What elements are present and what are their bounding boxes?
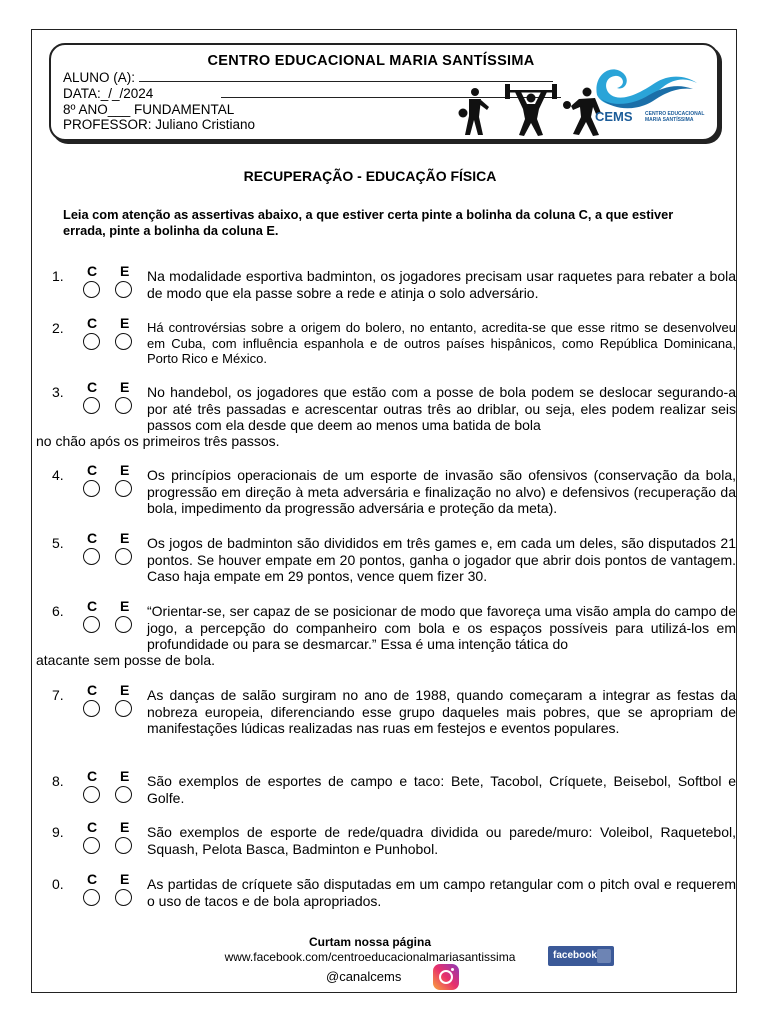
question-text: Os princípios operacionais de um esporte de invasão são ofensivos (conservação da bola, progressão em direção à meta adversária e finalização no alvo) e defensivos (recuperação da bola, impedimento da progressão adversária e proteção da meta). [147,467,736,516]
answer-bubble-e[interactable] [115,397,132,414]
question-text: No handebol, os jogadores que estão com a posse de bola podem se deslocar segurando-a por até três passadas e acrescentar outras três ao driblar, ou seja, eles podem realizar seis passos com ela desde que deem ao menos uma batida de bola [147,384,736,433]
answer-bubble-c[interactable] [83,700,100,717]
question-number: 3. [52,384,64,400]
question-text: Os jogos de badminton são divididos em três games e, em cada um deles, são disputados 21 pontos. Se houver empate em 20 pontos, ganha o jogador que abrir dois pontos de vantagem. Caso haja empate em 29 pontos, vence quem fizer 30. [147,535,736,584]
thumbs-up-icon [597,949,611,963]
question-text: Na modalidade esportiva badminton, os jogadores precisam usar raquetes para rebater a bola de modo que ela passe sobre a rede e atinja o solo adversário. [147,268,736,301]
question-text: São exemplos de esporte de rede/quadra dividida ou parede/muro: Voleibol, Raquetebol, Squash, Pelota Basca, Badminton e Punhobol. [147,824,736,857]
facebook-link[interactable]: www.facebook.com/centroeducacionalmariasantissima [224,950,516,964]
answer-bubble-e[interactable] [115,548,132,565]
question-text: Há controvérsias sobre a origem do bolero, no entanto, acredita-se que esse ritmo se desenvolveu em Cuba, com influência espanhola e de outros países hispânicos, como República Dominicana, Porto Rico e México. [147,320,736,366]
facebook-like-badge[interactable] [548,946,614,966]
answer-bubble-c[interactable] [83,333,100,350]
question-text-continuation: atacante sem posse de bola. [36,652,216,668]
column-e-label: E [120,871,130,887]
column-c-label: C [87,682,98,698]
answer-bubble-c[interactable] [83,786,100,803]
column-c-label: C [87,315,98,331]
column-e-label: E [120,598,130,614]
column-c-label: C [87,379,98,395]
column-c-label: C [87,598,98,614]
question-number: 1. [52,268,64,284]
instructions: Leia com atenção as assertivas abaixo, a que estiver certa pinte a bolinha da coluna C, a que estiver errada, pinte a bolinha da coluna E. [63,207,674,238]
professor-label: PROFESSOR: Juliano Cristiano [63,117,256,132]
column-c-label: C [87,462,98,478]
question-text: São exemplos de esportes de campo e taco: Bete, Tacobol, Críquete, Beisebol, Softbol e Golfe. [147,773,736,806]
question-number: 7. [52,687,64,703]
question-number: 8. [52,773,64,789]
answer-bubble-e[interactable] [115,616,132,633]
answer-bubble-c[interactable] [83,480,100,497]
question-number: 6. [52,603,64,619]
school-header [49,43,719,141]
instagram-icon[interactable] [433,964,459,990]
answer-bubble-c[interactable] [83,548,100,565]
sports-silhouettes-icon [455,83,607,139]
column-c-label: C [87,263,98,279]
answer-bubble-e[interactable] [115,480,132,497]
answer-bubble-e[interactable] [115,281,132,298]
grade-field[interactable]: 8º ANO___ FUNDAMENTAL [63,102,235,117]
date-field[interactable]: DATA:_/_/2024 [63,86,154,101]
question-text-continuation: no chão após os primeiros três passos. [36,433,280,449]
column-e-label: E [120,379,130,395]
logo-subtitle-2: MARIA SANTÍSSIMA [645,117,694,123]
page-title: RECUPERAÇÃO - EDUCAÇÃO FÍSICA [243,168,497,184]
answer-bubble-e[interactable] [115,889,132,906]
answer-bubble-c[interactable] [83,616,100,633]
cems-logo [593,61,705,125]
student-name-field[interactable] [139,70,553,82]
question-number: 9. [52,824,64,840]
answer-bubble-c[interactable] [83,889,100,906]
logo-subtitle-1: CENTRO EDUCACIONAL [645,111,705,117]
answer-bubble-c[interactable] [83,281,100,298]
answer-bubble-c[interactable] [83,397,100,414]
answer-bubble-e[interactable] [115,786,132,803]
logo-text: CEMS [595,109,633,124]
column-e-label: E [120,315,130,331]
answer-bubble-e[interactable] [115,700,132,717]
column-e-label: E [120,819,130,835]
question-number: 2. [52,320,64,336]
answer-bubble-e[interactable] [115,333,132,350]
question-number: 5. [52,535,64,551]
facebook-badge-label: facebook [553,950,597,961]
column-e-label: E [120,682,130,698]
column-e-label: E [120,530,130,546]
column-e-label: E [120,263,130,279]
column-e-label: E [120,768,130,784]
column-c-label: C [87,819,98,835]
answer-bubble-c[interactable] [83,837,100,854]
question-number: 0. [52,876,64,892]
question-number: 4. [52,467,64,483]
student-label: ALUNO (A): [63,70,136,85]
column-c-label: C [87,871,98,887]
answer-bubble-e[interactable] [115,837,132,854]
instagram-handle[interactable]: @canalcems [326,969,402,984]
question-text: As danças de salão surgiram no ano de 1988, quando começaram a integrar as festas da nobreza europeia, diferenciando esse grupo daqueles mais pobres, que se apropriam de manifestações lúdicas realizadas nas ruas em festejos e eventos populares. [147,687,736,736]
column-e-label: E [120,462,130,478]
question-text: “Orientar-se, ser capaz de se posicionar de modo que favoreça uma visão ampla do campo de jogo, a percepção do companheiro com bola e os espaços possíveis para utilizá-los em profundidade ou para se desmarcar.” Essa é uma intenção tática do [147,603,736,652]
footer-title: Curtam nossa página [308,935,432,949]
question-text: As partidas de críquete são disputadas em um campo retangular com o pitch oval e requerem o uso de tacos e de bola apropriados. [147,876,736,909]
column-c-label: C [87,768,98,784]
column-c-label: C [87,530,98,546]
school-name: CENTRO EDUCACIONAL MARIA SANTÍSSIMA [207,53,535,69]
